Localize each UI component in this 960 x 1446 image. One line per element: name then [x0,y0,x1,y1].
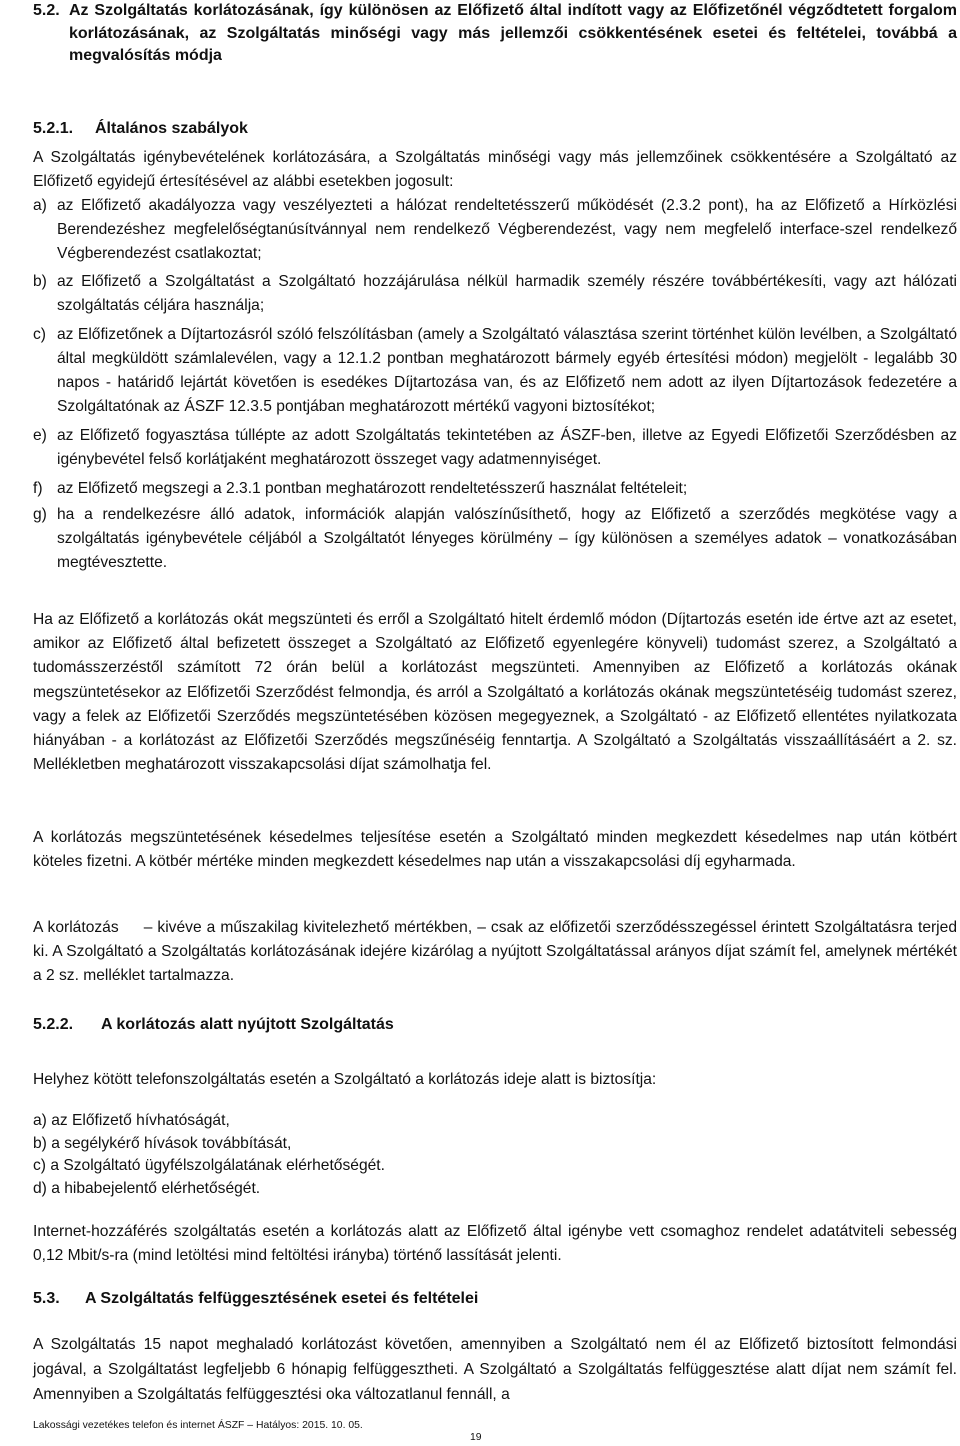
list-label: f) [33,480,43,497]
list-item [33,477,957,501]
footer-document-title: Lakossági vezetékes telefon és internet ÁSZF – Hatályos: 2015. 10. 05. [33,1420,363,1431]
section-number: 5.2. [33,2,60,19]
para-text: csak az előfizetői szerződésszegéssel érintett Szolgáltatásra terjed ki. A Szolgáltató a Szolgáltatás korlátozásának idejére kizárólag a nyújtott Szolgáltatással arányos díjat számít fel, amelynek mértékét a 2 sz. melléklet tartalmazza. [33,919,957,984]
para-text: A korlátozás [33,919,119,936]
list-item: d) a hibabejelentő elérhetőségét. [33,1179,261,1197]
list-text: az Előfizető akadályozza vagy veszélyezteti a hálózat rendeltetésszerű működését (2.3.2 pont), ha az Előfizető a Hírközlési Berendezéshez megfelelőségtanúsítvánnyal nem rendelkező Végberendezést, vagy nem megfelelő interface-szel rendelkező Végberendezést csatlakoztat; [57,197,957,262]
restriction-scope-paragraph: A korlátozás – kivéve a műszakilag kivitelezhető mértékben, – csak az előfizetői szerződésszegéssel érintett Szolgáltatásra terjed ki. A Szolgáltató a Szolgáltatás korlátozásának idejére kizárólag a nyújtott Szolgáltatással arányos díjat számít fel, amelynek mértékét a 2 sz. melléklet tartalmazza. [33,919,957,984]
list-label: g) [33,506,47,523]
list-text: az Előfizető fogyasztása túllépte az adott Szolgáltatás tekintetében az ÁSZF-ben, illetve az Egyedi Előfizetői Szerződésben az igénybevétel felső korlátjaként meghatározott összeget vagy adatmennyiséget. [57,427,957,468]
rules-intro: A Szolgáltatás igénybevételének korlátozására, a Szolgáltatás minőségi vagy más jellemzőinek csökkentésére a Szolgáltató az Előfizető egyidejű értesítésével az alábbi esetekben jogosult: [33,149,957,190]
list-label: b) [33,273,47,290]
section-title: Általános szabályok [95,120,248,137]
list-item [33,424,957,472]
section-title: A korlátozás alatt nyújtott Szolgáltatás [101,1016,394,1033]
suspension-paragraph: A Szolgáltatás 15 napot meghaladó korlátozást követően, amennyiben a Szolgáltató nem él az Előfizető biztosított felmondási jogával, a Szolgáltatást legfeljebb 6 hónapig felfüggesztheti. A Szolgáltató a Szolgáltatás felfüggesztése alatt díjat nem számít fel. Amennyiben a Szolgáltatás felfüggesztési oka változatlanul fennáll, a [33,1336,957,1403]
provided-services-list [33,1110,957,1200]
section-title: Az Szolgáltatás korlátozásának, így különösen az Előfizető által indított vagy az Előfizetőnél végződtetett forgalom korlátozásának, az Szolgáltatás minőségi vagy más jellemzői csökkentésének esetei és feltételei, továbbá a megvalósítás módja [69,2,957,64]
page-number: 19 [470,1432,482,1443]
section-number: 5.3. [33,1290,60,1307]
section-title: A Szolgáltatás felfüggesztésének esetei és feltételei [85,1290,479,1307]
list-text: ha a rendelkezésre álló adatok, információk alapján valószínűsíthető, hogy az Előfizető a szerződés megkötése vagy a szolgáltatás igénybevétele céljából a Szolgáltatót lényeges körülmény – így különösen a személyes adatok – vonatkozásában megtévesztette. [57,506,957,571]
restriction-removal-paragraph: Ha az Előfizető a korlátozás okát megszünteti és erről a Szolgáltató hitelt érdemlő módon (Díjtartozás esetén ide értve azt az esetet, amikor az Előfizető által befizetett összeget a Szolgáltató az Előfizető egyenlegére könyveli) tudomást szerez, a Szolgáltató a tudomásszerzéstől számított 72 órán belül a korlátozást megszünteti. Amennyiben az Előfizető a korlátozás okának megszüntetésekor az Előfizetői Szerződést felmondja, és arról a Szolgáltató a korlátozás okának megszüntetéséig tudomást szerez, vagy a felek az Előfizetői Szerződés megszüntetésében közösen megegyeznek, a Szolgáltató - az Előfizető ellentétes nyilatkozata hiányában - a korlátozást az Előfizetői Szerződés megszűnéséig fenntartja. A Szolgáltató a Szolgáltatás visszaállításáért a 2. sz. Mellékletben meghatározott visszakapcsolási díjat számolhatja fel. [33,611,957,774]
internet-paragraph: Internet-hozzáférés szolgáltatás esetén a korlátozás alatt az Előfizető által igénybe vett csomaghoz rendelet adatátviteli sebesség 0,12 Mbit/s-ra (mind letöltési mind feltöltési irányba) történő lassítását jelenti. [33,1223,957,1264]
para-text: kivéve a műszakilag kivitelezhető mértékben, [157,919,473,936]
list-item [33,503,957,575]
list-item [33,194,957,266]
section-5-2-2-heading [33,1014,394,1036]
restriction-cases-list [33,194,957,575]
section-5-3-heading [33,1288,478,1310]
section-5-2-1-heading [33,118,248,140]
list-item: c) a Szolgáltató ügyfélszolgálatának elérhetőségét. [33,1157,385,1175]
list-label: a) [33,197,47,214]
section-number: 5.2.2. [33,1016,74,1033]
list-text: az Előfizető a Szolgáltatást a Szolgáltató hozzájárulása nélkül harmadik személy részére továbbértékesíti, vagy azt hálózati szolgáltatás céljára használja; [57,273,957,314]
list-item [33,270,957,318]
list-item [33,323,957,419]
list-text: az Előfizető megszegi a 2.3.1 pontban meghatározott rendeltetésszerű használat feltételeit; [57,480,688,497]
penalty-paragraph: A korlátozás megszüntetésének késedelmes teljesítése esetén a Szolgáltató minden megkezdett késedelmes nap után kötbért köteles fizetni. A kötbér mértéke minden megkezdett késedelmes nap után a visszakapcsolási díj egyharmada. [33,829,957,870]
list-label: e) [33,427,47,444]
list-text: az Előfizetőnek a Díjtartozásról szóló felszólításban (amely a Szolgáltató választása szerint történhet külön levélben, a Szolgáltató által megküldött számlalevélen, vagy a 12.1.2 pontban meghatározott bármely egyéb értesítési módon) megjelölt - legalább 30 napos - határidő lejártát követően is esedékes Díjtartozása van, és az Előfizető nem adott az ilyen Díjtartozások fedezetére a Szolgáltatónak az ÁSZF 12.3.5 pontjában meghatározott mértékű vagyoni biztosítékot; [57,326,957,415]
section-5-2-heading [33,0,957,68]
section-number: 5.2.1. [33,120,74,137]
list-label: c) [33,326,46,343]
service-intro: Helyhez kötött telefonszolgáltatás esetén a Szolgáltató a korlátozás ideje alatt is biztosítja: [33,1071,657,1088]
list-item: a) az Előfizető hívhatóságát, [33,1112,230,1129]
list-item: b) a segélykérő hívások továbbítását, [33,1134,292,1152]
